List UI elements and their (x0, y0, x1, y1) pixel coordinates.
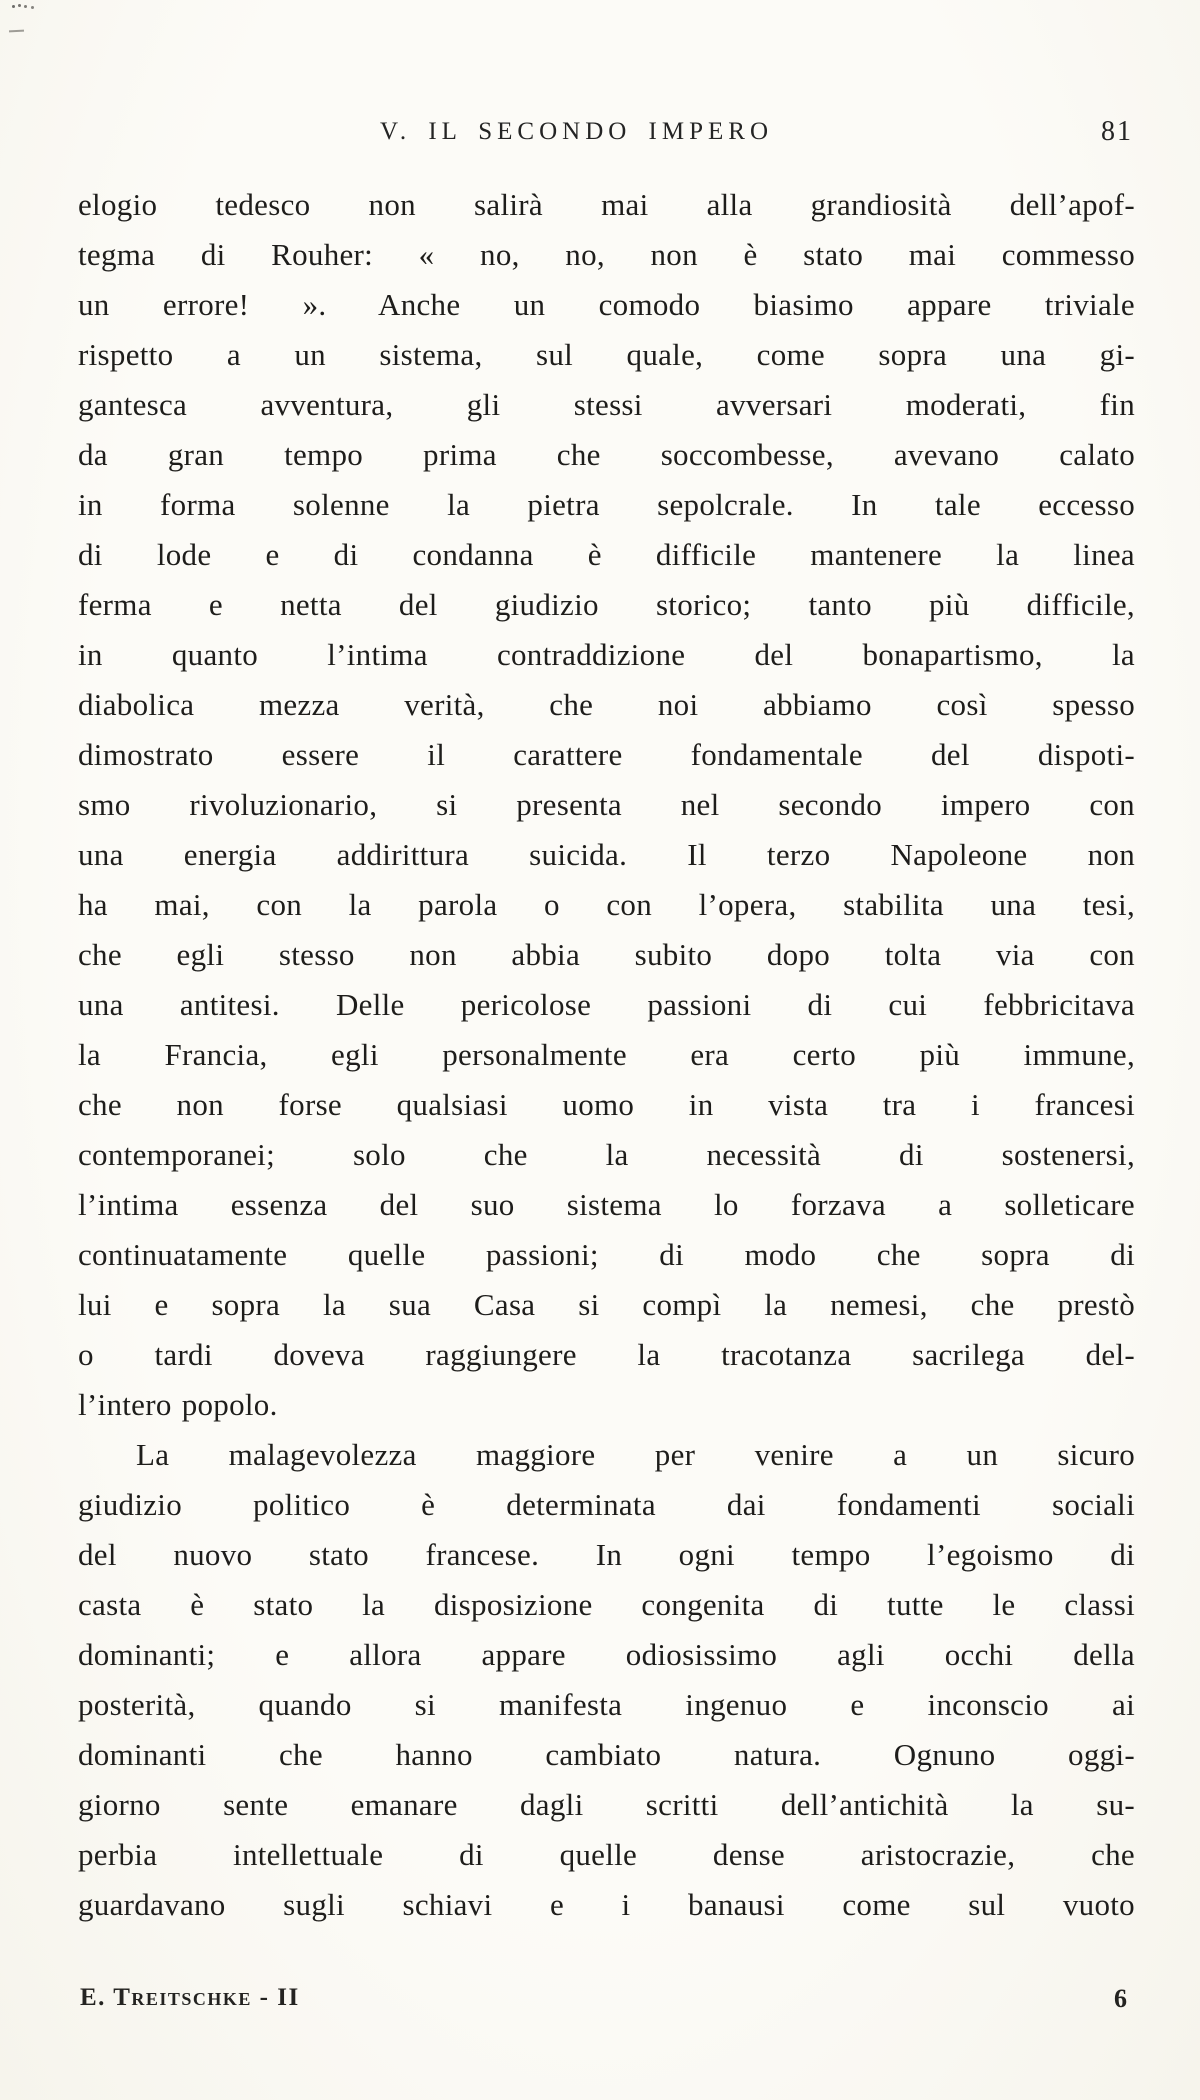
text-line: del nuovo stato francese. In ogni tempo l’egoismo di (78, 1537, 1135, 1572)
text-line: dominanti; e allora appare odiosissimo agli occhi della (78, 1637, 1135, 1672)
text-line: da gran tempo prima che soccombesse, avevano calato (78, 437, 1135, 472)
page-header (78, 118, 1135, 158)
text-line: gantesca avventura, gli stessi avversari moderati, fin (78, 387, 1135, 422)
text-line: dominanti che hanno cambiato natura. Ognuno oggi- (78, 1737, 1135, 1772)
text-line: casta è stato la disposizione congenita di tutte le classi (78, 1587, 1135, 1622)
text-line: rispetto a un sistema, sul quale, come sopra una gi- (78, 337, 1135, 372)
paragraph (78, 180, 1135, 1430)
text-line: diabolica mezza verità, che noi abbiamo così spesso (78, 687, 1135, 722)
text-line: in quanto l’intima contraddizione del bonapartismo, la (78, 637, 1135, 672)
text-line: smo rivoluzionario, si presenta nel secondo impero con (78, 787, 1135, 822)
text-line: ha mai, con la parola o con l’opera, stabilita una tesi, (78, 887, 1135, 922)
footer-page-number: 6 (1114, 1984, 1127, 2013)
scan-speck (12, 5, 15, 8)
scan-speck (9, 30, 24, 33)
text-line: La malagevolezza maggiore per venire a un sicuro (136, 1437, 1135, 1472)
text-line: o tardi doveva raggiungere la tracotanza sacrilega del- (78, 1337, 1135, 1372)
text-line: tegma di Rouher: « no, no, non è stato mai commesso (78, 237, 1135, 272)
text-line: continuatamente quelle passioni; di modo che sopra di (78, 1237, 1135, 1272)
text-line: l’intima essenza del suo sistema lo forzava a solleticare (78, 1187, 1135, 1222)
text-line: giorno sente emanare dagli scritti dell’antichità la su- (78, 1787, 1135, 1822)
text-line: una antitesi. Delle pericolose passioni di cui febbricitava (78, 987, 1135, 1022)
text-line: che non forse qualsiasi uomo in vista tra i francesi (78, 1087, 1135, 1122)
header-page-number: 81 (1101, 116, 1133, 147)
text-line: lui e sopra la sua Casa si compì la nemesi, che prestò (78, 1287, 1135, 1322)
text-line: ferma e netta del giudizio storico; tanto più difficile, (78, 587, 1135, 622)
text-line: guardavano sugli schiavi e i banausi come sul vuoto (78, 1887, 1135, 1922)
footer-signature: E. Treitschke - II (80, 1984, 300, 2011)
text-line: l’intero popolo. (78, 1387, 278, 1422)
page-footer (78, 1984, 1135, 2024)
text-line: elogio tedesco non salirà mai alla grandiosità dell’apof- (78, 187, 1135, 222)
text-line: di lode e di condanna è difficile mantenere la linea (78, 537, 1135, 572)
text-line: una energia addirittura suicida. Il terzo Napoleone non (78, 837, 1135, 872)
paragraph (78, 1430, 1135, 1930)
running-title: V. IL SECONDO IMPERO (379, 118, 774, 145)
text-line: posterità, quando si manifesta ingenuo e inconscio ai (78, 1687, 1135, 1722)
text-block (78, 180, 1135, 1930)
text-line: perbia intellettuale di quelle dense aristocrazie, che (78, 1837, 1135, 1872)
text-line: la Francia, egli personalmente era certo più immune, (78, 1037, 1135, 1072)
text-line: un errore! ». Anche un comodo biasimo appare triviale (78, 287, 1135, 322)
text-line: che egli stesso non abbia subito dopo tolta via con (78, 937, 1135, 972)
text-line: dimostrato essere il carattere fondamentale del dispoti- (78, 737, 1135, 772)
text-line: giudizio politico è determinata dai fondamenti sociali (78, 1487, 1135, 1522)
text-line: in forma solenne la pietra sepolcrale. In tale eccesso (78, 487, 1135, 522)
text-line: contemporanei; solo che la necessità di sostenersi, (78, 1137, 1135, 1172)
